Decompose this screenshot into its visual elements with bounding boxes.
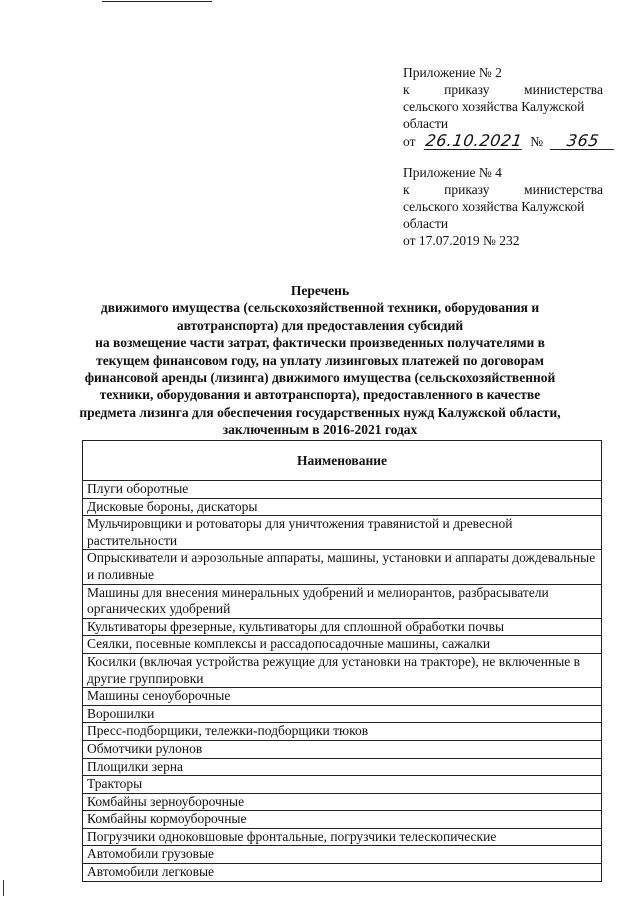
annex-current-title: Приложение № 2 <box>403 65 502 80</box>
table-row <box>83 618 602 636</box>
annex-current-date-prefix: от <box>403 134 416 149</box>
annex-original-reference: от 17.07.2019 № 232 <box>403 233 520 248</box>
table-cell: Обмотчики рулонов <box>83 740 602 758</box>
annex-current-ministry-word: министерства <box>524 82 603 97</box>
heading-line: автотранспорта) для предоставления субсидий <box>176 317 464 333</box>
column-header-name: Наименование <box>83 441 602 481</box>
table-header-row <box>83 441 602 481</box>
annex-original-block <box>403 164 603 249</box>
heading-line: Перечень <box>290 283 350 298</box>
heading-line: предмета лизинга для обеспечения государственных нужд Калужской области, <box>79 404 561 420</box>
table-row <box>83 828 602 846</box>
table-row <box>83 740 602 758</box>
table-cell: Мульчировщики и ротоваторы для уничтожения травянистой и древесной растительности <box>83 516 602 550</box>
table-row <box>83 864 602 882</box>
table-row <box>83 481 602 499</box>
table-row <box>83 653 602 687</box>
heading-line: на возмещение части затрат, фактически произведенных получателями в <box>95 335 545 351</box>
heading-line: заключенным в 2016-2021 годах <box>222 422 418 438</box>
table-row <box>83 723 602 741</box>
annex-original-ministry-line: сельского хозяйства Калужской <box>403 199 585 214</box>
table-row <box>83 758 602 776</box>
table-row <box>83 636 602 654</box>
annex-current-order-line <box>403 81 603 98</box>
annex-original-to-word: к <box>403 182 410 197</box>
annex-original-region-line: области <box>403 216 449 231</box>
table-cell: Комбайны зерноуборочные <box>83 793 602 811</box>
heading-line: техники, оборудования и автотранспорта), предоставленного в качестве <box>99 387 541 403</box>
annex-current-to-word: к <box>403 82 410 97</box>
table-cell: Плуги оборотные <box>83 481 602 499</box>
table-row <box>83 811 602 829</box>
annex-current-date-handwritten: 26.10.2021 <box>424 131 524 150</box>
annex-current-reference <box>403 132 603 150</box>
document-heading <box>72 282 568 439</box>
annex-current-ministry-line: сельского хозяйства Калужской <box>403 99 585 114</box>
table-cell: Культиваторы фрезерные, культиваторы для сплошной обработки почвы <box>83 618 602 636</box>
margin-mark <box>3 880 4 896</box>
table-cell: Косилки (включая устройства режущие для установки на тракторе), не включенные в другие группировки <box>83 653 602 687</box>
table-cell: Опрыскиватели и аэрозольные аппараты, машины, установки и аппараты дождевальные и поливные <box>83 550 602 584</box>
table-row <box>83 516 602 550</box>
annex-original-ministry-word: министерства <box>524 182 603 197</box>
equipment-table <box>82 440 602 882</box>
table-cell: Дисковые бороны, дискаторы <box>83 498 602 516</box>
table-cell: Автомобили грузовые <box>83 846 602 864</box>
table-row <box>83 776 602 794</box>
table-cell: Машины сеноуборочные <box>83 688 602 706</box>
top-rule <box>102 1 212 2</box>
annex-current-number-handwritten: 365 <box>549 132 616 150</box>
table-cell: Тракторы <box>83 776 602 794</box>
table-cell: Площилки зерна <box>83 758 602 776</box>
table-cell: Автомобили легковые <box>83 864 602 882</box>
table-row <box>83 688 602 706</box>
heading-line: движимого имущества (сельскохозяйственной техники, оборудования и <box>100 300 540 316</box>
annex-current-region-line: области <box>403 116 449 131</box>
table-row <box>83 846 602 864</box>
annex-original-order-word: приказу <box>444 182 490 197</box>
heading-line: финансовой аренды (лизинга) движимого имущества (сельскохозяйственной <box>84 370 556 386</box>
annex-original-title: Приложение № 4 <box>403 165 502 180</box>
table-row <box>83 584 602 618</box>
table-cell: Пресс-подборщики, тележки-подборщики тюков <box>83 723 602 741</box>
table-cell: Сеялки, посевные комплексы и рассадопосадочные машины, сажалки <box>83 636 602 654</box>
table-row <box>83 498 602 516</box>
table-row <box>83 550 602 584</box>
heading-line: текущем финансовом году, на уплату лизинговых платежей по договорам <box>96 352 544 368</box>
table-row <box>83 793 602 811</box>
annex-current-block <box>403 64 603 150</box>
table-cell: Ворошилки <box>83 705 602 723</box>
table-cell: Машины для внесения минеральных удобрений и мелиорантов, разбрасыватели органических удобрений <box>83 584 602 618</box>
annex-current-number-prefix: № <box>530 134 544 149</box>
table-cell: Погрузчики одноковшовые фронтальные, погрузчики телескопические <box>83 828 602 846</box>
table-row <box>83 705 602 723</box>
annex-current-order-word: приказу <box>444 82 490 97</box>
table-cell: Комбайны кормоуборочные <box>83 811 602 829</box>
annex-original-order-line <box>403 181 603 198</box>
